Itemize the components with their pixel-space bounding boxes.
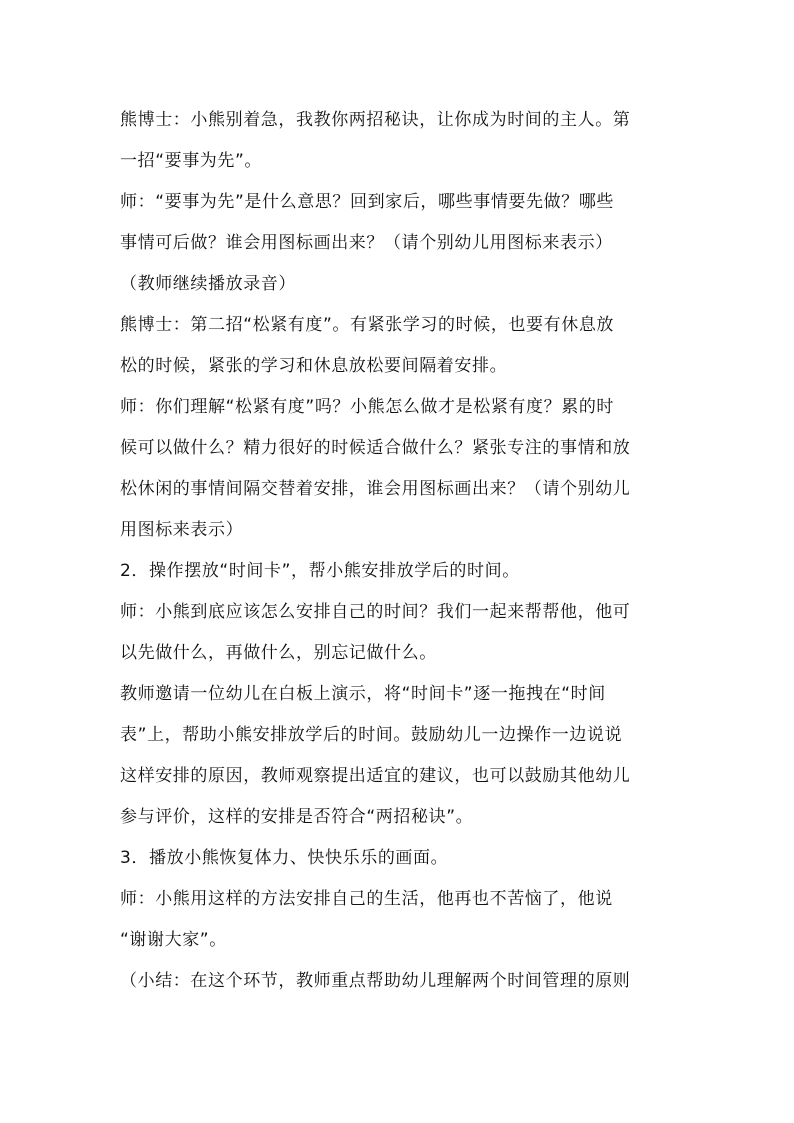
text-line: 熊博士：小熊别着急，我教你两招秘诀，让你成为时间的主人。第 bbox=[120, 110, 631, 130]
text-line: 松的时候，紧张的学习和休息放松要间隔着安排。 bbox=[120, 356, 508, 376]
text-line: 教师邀请一位幼儿在白板上演示，将“时间卡”逐一拖拽在“时间 bbox=[120, 684, 606, 704]
text-line: 参与评价，这样的安排是否符合“两招秘诀”。 bbox=[120, 807, 474, 827]
text-line: 表”上，帮助小熊安排放学后的时间。鼓励幼儿一边操作一边说说 bbox=[120, 725, 623, 745]
text-line: （教师继续播放录音） bbox=[120, 274, 296, 294]
text-line: 师：“要事为先”是什么意思？回到家后，哪些事情要先做？哪些 bbox=[120, 192, 615, 212]
text-line: 以先做什么，再做什么，别忘记做什么。 bbox=[120, 643, 437, 663]
text-line: 用图标来表示） bbox=[120, 520, 244, 540]
text-line: （小结：在这个环节，教师重点帮助幼儿理解两个时间管理的原则 bbox=[120, 971, 631, 991]
section-heading: 3．播放小熊恢复体力、快快乐乐的画面。 bbox=[120, 848, 449, 868]
text-line: 熊博士：第二招“松紧有度”。有紧张学习的时候，也要有休息放 bbox=[120, 315, 615, 335]
section-heading: 2．操作摆放“时间卡”，帮小熊安排放学后的时间。 bbox=[120, 561, 520, 581]
text-line: 师：小熊用这样的方法安排自己的生活，他再也不苦恼了，他说 bbox=[120, 889, 613, 909]
text-line: 事情可后做？谁会用图标画出来？（请个别幼儿用图标来表示） bbox=[120, 233, 613, 253]
text-line: 师：你们理解“松紧有度”吗？小熊怎么做才是松紧有度？累的时 bbox=[120, 397, 615, 417]
text-line: 候可以做什么？精力很好的时候适合做什么？紧张专注的事情和放 bbox=[120, 438, 631, 458]
text-line: 一招“要事为先”。 bbox=[120, 151, 263, 171]
text-line: 松休闲的事情间隔交替着安排，谁会用图标画出来？（请个别幼儿 bbox=[120, 479, 631, 499]
document-body bbox=[120, 100, 680, 1002]
text-line: 这样安排的原因，教师观察提出适宜的建议，也可以鼓励其他幼儿 bbox=[120, 766, 631, 786]
text-line: “谢谢大家”。 bbox=[120, 930, 227, 950]
text-line: 师：小熊到底应该怎么安排自己的时间？我们一起来帮帮他，他可 bbox=[120, 602, 631, 622]
